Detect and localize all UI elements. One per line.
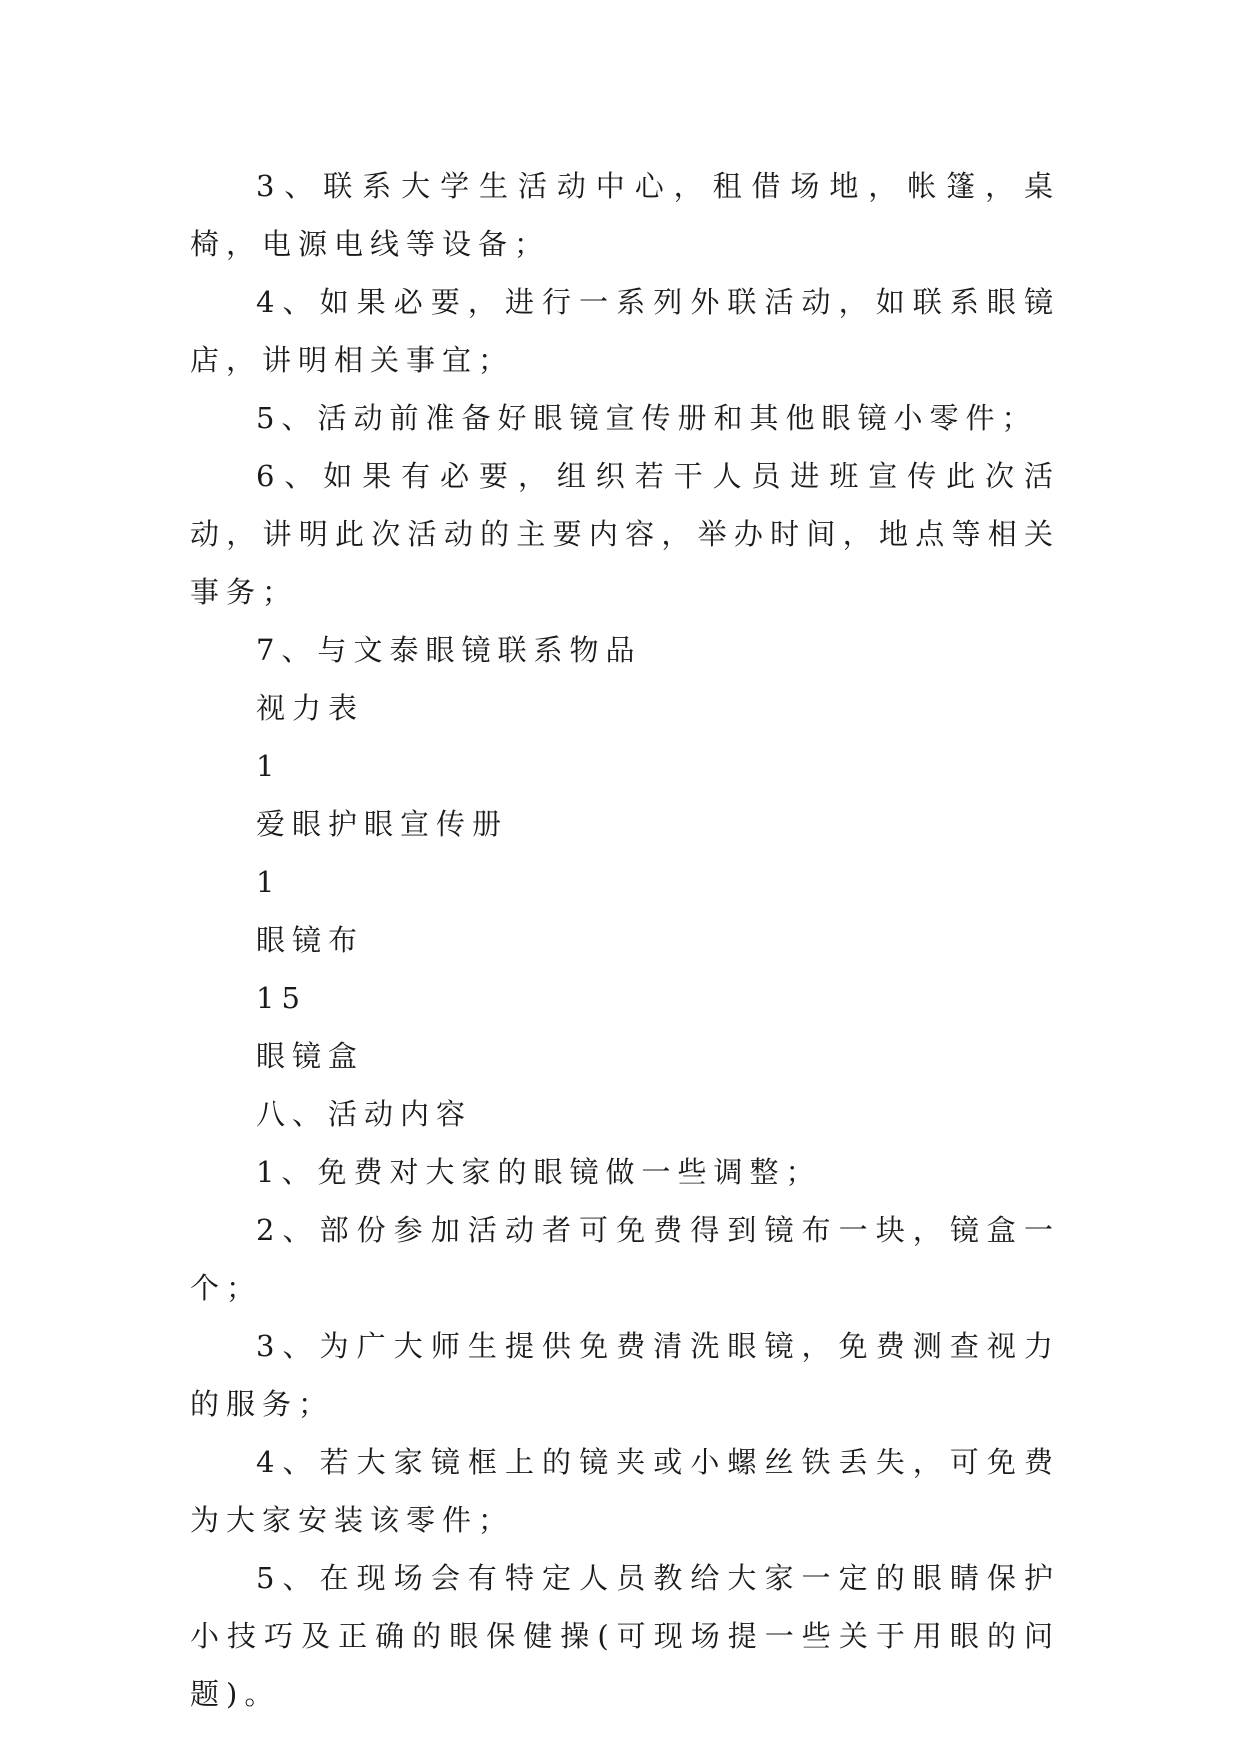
supply-qty-cloth: 15 <box>256 981 307 1015</box>
supply-name-cloth: 眼镜布 <box>256 923 365 957</box>
activity-item-3: 3、为广大师生提供免费清洗眼镜，免费测查视力的服务； <box>190 1329 1060 1421</box>
activity-item-1: 1、免费对大家的眼镜做一些调整； <box>256 1155 822 1189</box>
supply-name-case: 眼镜盒 <box>256 1039 365 1073</box>
supply-qty-brochure: 1 <box>256 865 282 899</box>
supply-name-brochure: 爱眼护眼宣传册 <box>256 807 509 841</box>
activity-item-5: 5、在现场会有特定人员教给大家一定的眼睛保护小技巧及正确的眼保健操(可现场提一些关于用眼的问题)。 <box>190 1561 1060 1711</box>
supply-qty-eye-chart: 1 <box>256 749 282 783</box>
document-body <box>190 157 1060 1723</box>
supply-name-eye-chart: 视力表 <box>256 691 365 725</box>
paragraph-item-6-promote: 6、如果有必要，组织若干人员进班宣传此次活动，讲明此次活动的主要内容，举办时间，地点等相关事务； <box>190 459 1060 609</box>
paragraph-item-5-prepare: 5、活动前准备好眼镜宣传册和其他眼镜小零件； <box>256 401 1038 435</box>
paragraph-item-7-supplies: 7、与文泰眼镜联系物品 <box>256 633 642 667</box>
paragraph-item-3-contact: 3、联系大学生活动中心，租借场地，帐篷，桌椅，电源电线等设备； <box>190 169 1060 261</box>
paragraph-item-4-outreach: 4、如果必要，进行一系列外联活动，如联系眼镜店，讲明相关事宜； <box>190 285 1060 377</box>
activity-item-4: 4、若大家镜框上的镜夹或小螺丝铁丢失，可免费为大家安装该零件； <box>190 1445 1060 1537</box>
activity-item-2: 2、部份参加活动者可免费得到镜布一块，镜盒一个； <box>190 1213 1060 1305</box>
section-heading-activities: 八、活动内容 <box>256 1097 473 1131</box>
